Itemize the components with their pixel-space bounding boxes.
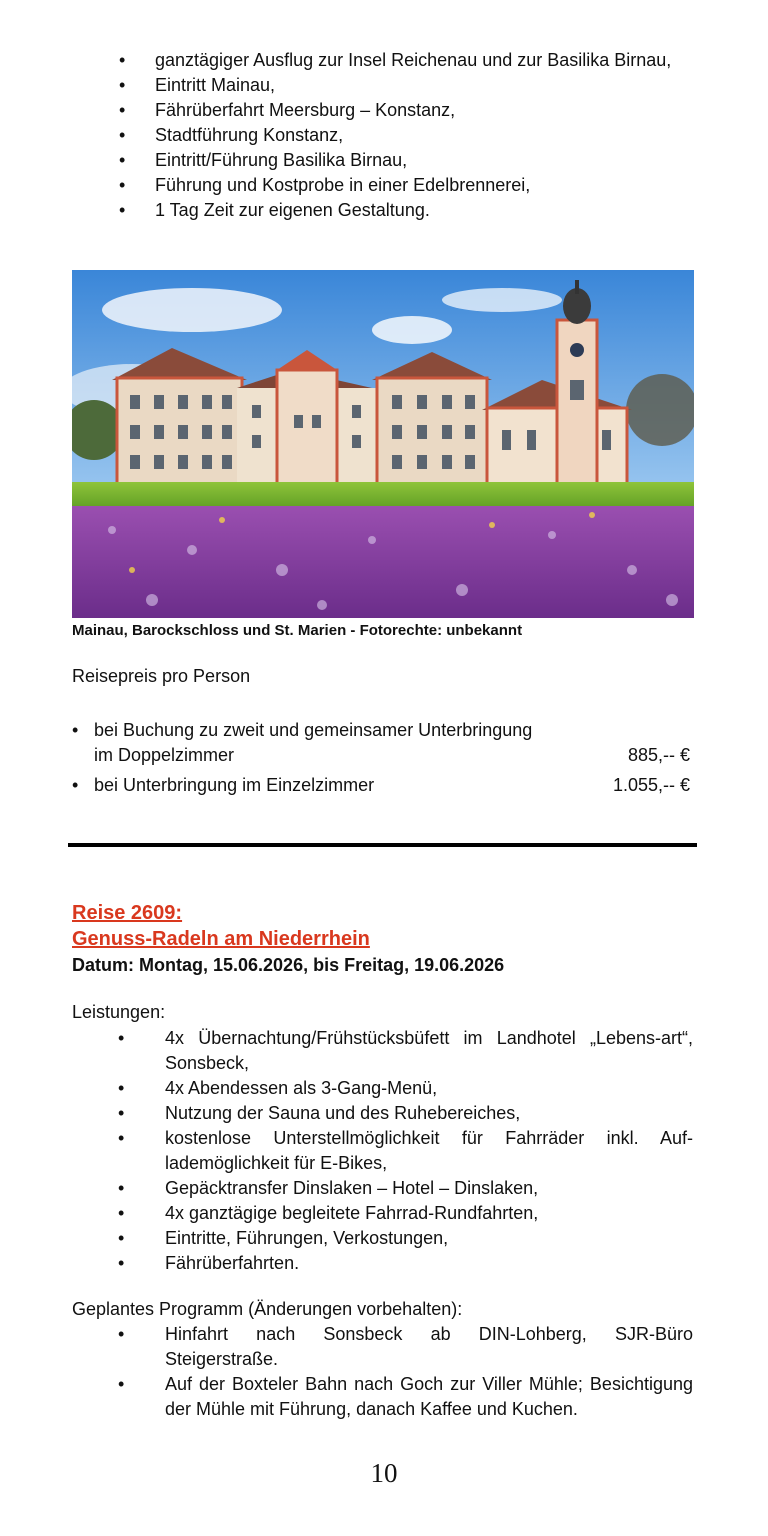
list-item: • 4x Abendessen als 3-Gang-Menü, [165, 1076, 693, 1101]
list-item: • Führung und Kostprobe in einer Edelbrennerei, [155, 173, 693, 198]
list-item: • 1 Tag Zeit zur eigenen Gestaltung. [155, 198, 693, 223]
price-row-label-cont: im Doppelzimmer [94, 745, 235, 765]
list-item: • Eintritt/Führung Basilika Birnau, [155, 148, 693, 173]
section-divider [68, 843, 697, 847]
price-row-double [72, 718, 690, 768]
list-item: • Fährüberfahrt Meersburg – Konstanz, [155, 98, 693, 123]
price-row-label: bei Buchung zu zweit und gemeinsamer Unterbringung [94, 720, 533, 740]
list-item: • Eintritt Mainau, [155, 73, 693, 98]
list-item: • 4x Übernachtung/Frühstücksbüfett im Landhotel „Lebens-art“, Sonsbeck, [165, 1026, 693, 1076]
list-item: • Nutzung der Sauna und des Ruhebereiches, [165, 1101, 693, 1126]
price-amount-double: 885,-- € [627, 745, 690, 765]
bullet: • [72, 775, 79, 795]
trip-title: Genuss-Radeln am Niederrhein [72, 928, 370, 950]
trip-number: Reise 2609: [72, 902, 183, 924]
list-item: • kostenlose Unterstellmöglichkeit für Fahrräder inkl. Auf-lademöglichkeit für E-Bikes, [165, 1126, 693, 1176]
program-list [165, 1322, 693, 1422]
page-number: 10 [370, 1458, 398, 1488]
price-row-label: bei Unterbringung im Einzelzimmer [94, 775, 375, 795]
price-row-single [72, 773, 690, 798]
price-amount-single: 1.055,-- € [612, 775, 690, 795]
services-list [165, 1026, 693, 1276]
photo-caption: Mainau, Barockschloss und St. Marien - Fotorechte: unbekannt [72, 622, 523, 639]
mainau-castle-photo [72, 270, 694, 618]
list-item: • Eintritte, Führungen, Verkostungen, [165, 1226, 693, 1251]
list-item: • 4x ganztägige begleitete Fahrrad-Rundfahrten, [165, 1201, 693, 1226]
list-item: • Gepäcktransfer Dinslaken – Hotel – Dinslaken, [165, 1176, 693, 1201]
list-item: • Hinfahrt nach Sonsbeck ab DIN-Lohberg, SJR-Büro Steigerstraße. [165, 1322, 693, 1372]
price-heading: Reisepreis pro Person [72, 666, 251, 686]
excursion-list [155, 48, 693, 223]
program-heading: Geplantes Programm (Änderungen vorbehalten): [72, 1299, 463, 1319]
list-item: • ganztägiger Ausflug zur Insel Reichenau und zur Basilika Birnau, [155, 48, 693, 73]
list-item: • Fährüberfahrten. [165, 1251, 693, 1276]
trip-date: Datum: Montag, 15.06.2026, bis Freitag, 19.06.2026 [72, 955, 505, 975]
list-item: • Auf der Boxteler Bahn nach Goch zur Viller Mühle; Besichtigung der Mühle mit Führung, danach Kaffee und Kuchen. [165, 1372, 693, 1422]
bullet: • [72, 720, 79, 740]
services-heading: Leistungen: [72, 1002, 166, 1022]
list-item: • Stadtführung Konstanz, [155, 123, 693, 148]
